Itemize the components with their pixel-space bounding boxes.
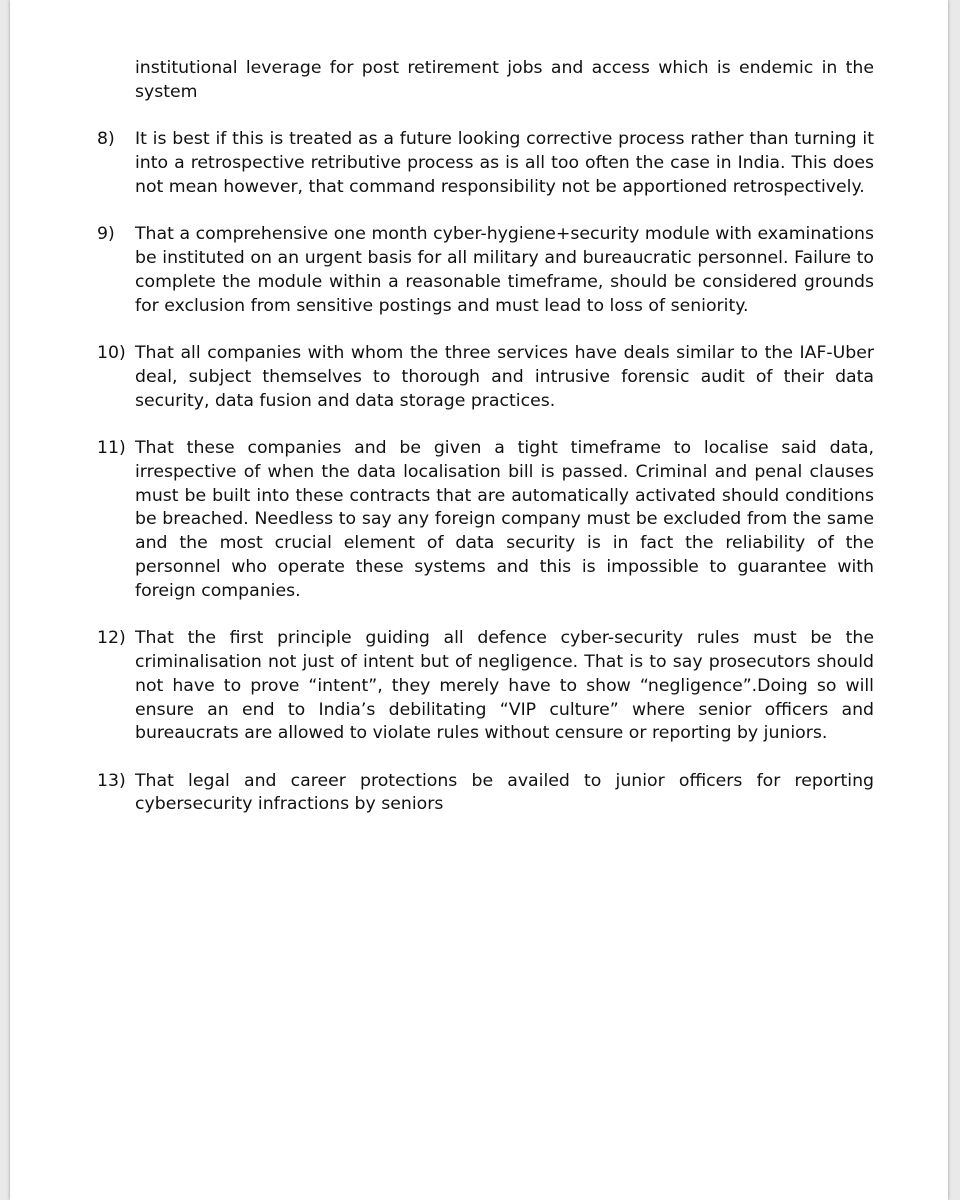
item-text: That legal and career protections be availed to junior officers for reporting cybersecurity infractions by seniors [135, 770, 874, 815]
document-page [10, 0, 948, 1200]
item-number: 8) [97, 129, 115, 150]
item-number: 10) [97, 342, 126, 363]
list-item-9 [97, 223, 874, 318]
list-item-10 [97, 342, 874, 413]
item-text: It is best if this is treated as a future looking corrective process rather than turning it into a retrospective retributive process as is all too often the case in India. This does not mean however, that command responsibility not be apportioned retrospectively. [135, 129, 874, 197]
list-item-12 [97, 627, 874, 746]
document-body [97, 57, 874, 817]
continuation-paragraph [97, 57, 874, 105]
item-number: 11) [97, 437, 126, 458]
continuation-text: institutional leverage for post retirement jobs and access which is endemic in the system [135, 58, 874, 102]
list-item-8 [97, 128, 874, 199]
item-number: 13) [97, 770, 126, 791]
list-item-11 [97, 437, 874, 604]
item-number: 12) [97, 628, 126, 649]
item-text: That these companies and be given a tight timeframe to localise said data, irrespective of when the data localisation bill is passed. Criminal and penal clauses must be built into these contracts that are automatically activated should conditions be breached. Needless to say any foreign company must be excluded from the same and the most crucial element of data security is in fact the reliability of the personnel who operate these systems and this is impossible to guarantee with foreign companies. [135, 437, 874, 601]
item-text: That a comprehensive one month cyber-hygiene+security module with examinations be instituted on an urgent basis for all military and bureaucratic personnel. Failure to complete the module within a reasonable timeframe, should be considered grounds for exclusion from sensitive postings and must lead to loss of seniority. [135, 224, 874, 316]
item-number: 9) [97, 224, 115, 245]
item-text: That the first principle guiding all defence cyber-security rules must be the criminalisation not just of intent but of negligence. That is to say prosecutors should not have to prove “intent”, they merely have to show “negligence”.Doing so will ensure an end to India’s debilitating “VIP culture” where senior officers and bureaucrats are allowed to violate rules without censure or reporting by juniors. [135, 628, 874, 744]
list-item-13 [97, 770, 874, 818]
item-text: That all companies with whom the three services have deals similar to the IAF-Uber deal, subject themselves to thorough and intrusive forensic audit of their data security, data fusion and data storage practices. [135, 342, 874, 411]
